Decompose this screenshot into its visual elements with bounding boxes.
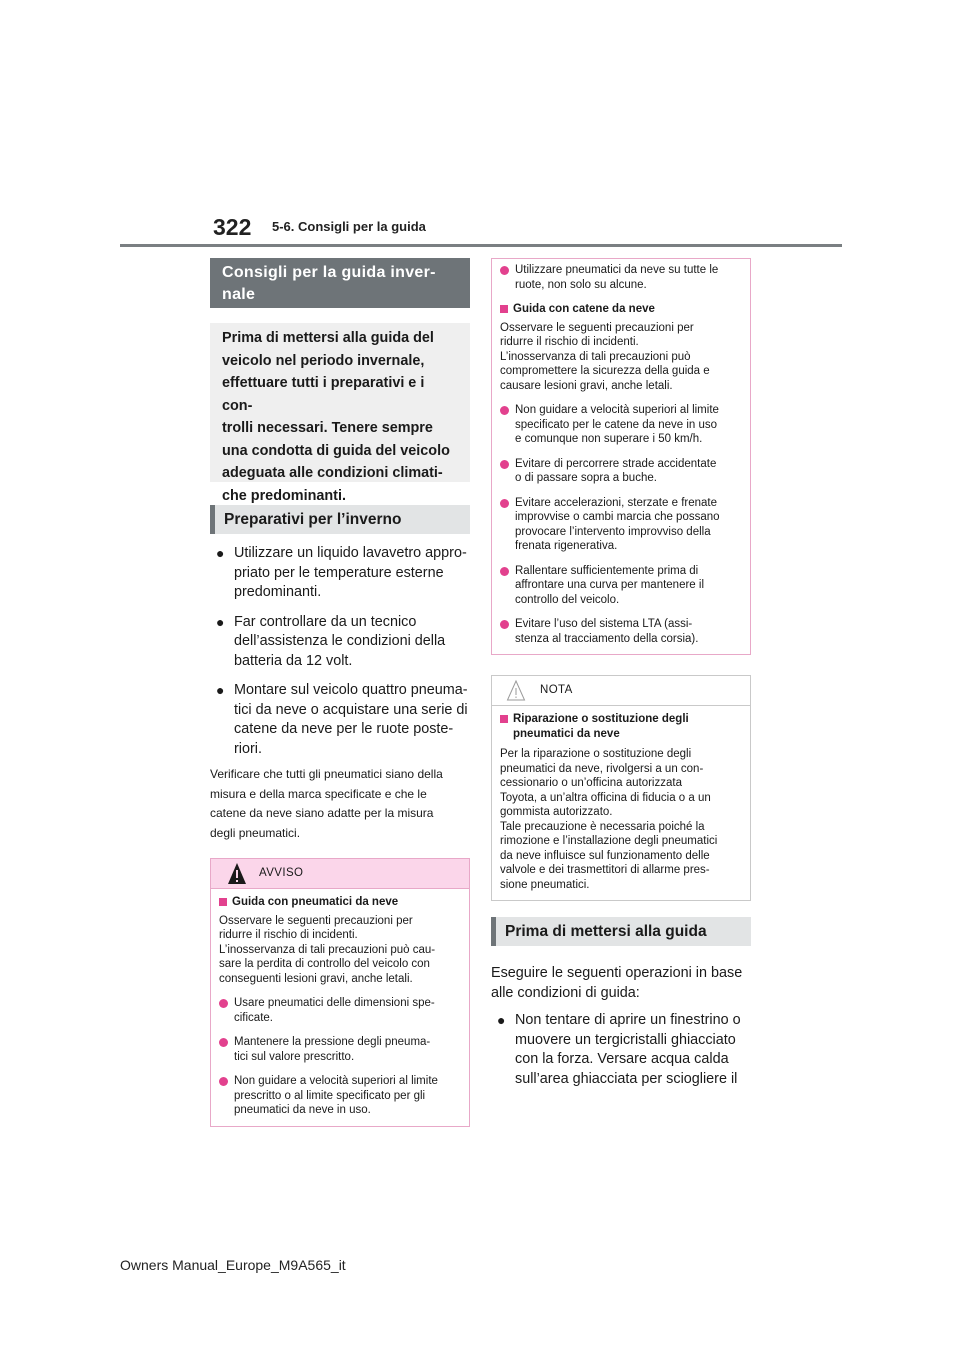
- list-item: [500, 564, 740, 608]
- bullet-text: Non tentare di aprire un finestrino o muovere un tergicristalli ghiacciato con la forza. Versare acqua calda sull’area ghiacciata per sciogliere il: [515, 1012, 741, 1087]
- footer-doc-id: Owners Manual_Europe_M9A565_it: [120, 1257, 346, 1273]
- item-text: Non guidare a velocità superiori al limite specificato per le catene da neve in uso e comunque non superare i 50 km/h.: [515, 404, 719, 445]
- circle-bullet-icon: [219, 999, 228, 1008]
- list-item: [219, 1074, 459, 1118]
- notice-body: [492, 706, 750, 900]
- bullet-icon: ●: [216, 545, 225, 561]
- item-text: Evitare accelerazioni, sterzate e frenate improvvise o cambi marcia che possano provocare l’intervento improvviso della frenata rigenerativa.: [515, 496, 720, 552]
- notice-label: NOTA: [540, 684, 573, 696]
- subhead-text: Guida con pneumatici da neve: [232, 896, 399, 908]
- bullet-icon: ●: [216, 682, 225, 698]
- list-item: [210, 544, 470, 603]
- item-text: Rallentare sufficientemente prima di affrontare una curva per mantenere il controllo del veicolo.: [515, 564, 705, 606]
- list-item: [210, 681, 470, 759]
- list-item: [500, 403, 740, 447]
- intro-line: Prima di mettersi alla guida del: [222, 330, 434, 346]
- item-text: Evitare l’uso del sistema LTA (assi- stenza al tracciamento della corsia).: [515, 618, 699, 645]
- list-item: [491, 1011, 751, 1089]
- item-text: Non guidare a velocità superiori al limite prescritto o al limite specificato per gli pneumatici da neve in uso.: [234, 1075, 438, 1116]
- item-text: Usare pneumatici delle dimensioni spe- cificate.: [234, 997, 435, 1024]
- intro-line: adeguata alle condizioni climati-: [222, 465, 443, 481]
- intro-line: trolli necessari. Tenere sempre: [222, 420, 433, 436]
- chapter-title: 5-6. Consigli per la guida: [272, 219, 426, 234]
- left-column: [210, 258, 470, 1127]
- notice-header: [492, 676, 750, 706]
- circle-bullet-icon: [500, 620, 509, 629]
- section-title-winter-prep: Preparativi per l’inverno: [210, 505, 470, 534]
- intro-line: una condotta di guida del veicolo: [222, 442, 450, 459]
- warning-subhead: [219, 895, 459, 910]
- header-rule: [120, 244, 842, 247]
- list-item: [500, 617, 740, 646]
- tire-note-text: Verificare che tutti gli pneumatici siano della misura e della marca specificate e che le catene da neve siano adatte per la misura degli pneumatici.: [210, 767, 443, 840]
- list-item: [219, 1035, 459, 1064]
- item-text: Mantenere la pressione degli pneuma- tici sul valore prescritto.: [234, 1036, 431, 1063]
- circle-bullet-icon: [500, 499, 509, 508]
- item-text: Utilizzare pneumatici da neve su tutte le ruote, non solo su alcune.: [515, 264, 719, 291]
- warning-body: [211, 889, 469, 1126]
- square-bullet-icon: [500, 715, 508, 723]
- circle-bullet-icon: [500, 567, 509, 576]
- warning-header: [211, 859, 469, 889]
- right-column: [491, 258, 751, 1099]
- subhead-text: Riparazione o sostituzione degli pneumatici da neve: [513, 713, 689, 740]
- subhead-text: Guida con catene da neve: [513, 303, 655, 315]
- square-bullet-icon: [219, 898, 227, 906]
- section2-intro: Eseguire le seguenti operazioni in base alle condizioni di guida:: [491, 965, 743, 1001]
- intro-box: [210, 323, 470, 504]
- warning-box-continued: [491, 258, 751, 655]
- list-item: [500, 457, 740, 486]
- warning-triangle-icon: [227, 862, 247, 886]
- circle-bullet-icon: [500, 460, 509, 469]
- circle-bullet-icon: [219, 1038, 228, 1047]
- section-title-before-driving: Prima di mettersi alla guida: [491, 917, 751, 946]
- list-item: [500, 263, 740, 292]
- circle-bullet-icon: [500, 266, 509, 275]
- page-number: 322: [213, 214, 252, 240]
- warning-subhead: [500, 302, 740, 317]
- square-bullet-icon: [500, 305, 508, 313]
- list-item: [210, 613, 470, 672]
- notice-subhead: [500, 712, 740, 741]
- list-item: [219, 996, 459, 1025]
- notice-text: Per la riparazione o sostituzione degli pneumatici da neve, rivolgersi a un con- cessionario o un’officina autorizzata Toyota, a un’altra officina di fiducia o a un gommista autorizzato. Tale precauzione è necessaria poiché la rimozione e l’installazione degli pneumatici da neve influisce sul funzionamento delle valvole e dei trasmettitori di allarme pres- sione pneumatici.: [500, 748, 718, 891]
- warning-text: Osservare le seguenti precauzioni per ridurre il rischio di incidenti. L’inosservanza di tali precauzioni può cau- sare la perdita di controllo del veicolo con conseguenti lesioni gravi, anche letali.: [219, 914, 436, 985]
- warning-body: [492, 259, 750, 654]
- bullet-icon: ●: [216, 613, 225, 630]
- intro-line: veicolo nel periodo invernale,: [222, 352, 425, 369]
- section-title-winter: Consigli per la guida inver- nale: [210, 258, 470, 308]
- caution-triangle-icon: [506, 679, 526, 703]
- circle-bullet-icon: [500, 406, 509, 415]
- bullet-text: Montare sul veicolo quattro pneuma- tici da neve o acquistare una serie di catene da neve per le ruote poste- riori.: [234, 682, 468, 757]
- item-text: Evitare di percorrere strade accidentate o di passare sopra a buche.: [515, 457, 717, 484]
- list-item: [500, 496, 740, 554]
- bullet-text: Utilizzare un liquido lavavetro appro- priato per le temperature esterne predominanti.: [234, 545, 467, 600]
- bullet-text: Far controllare da un tecnico dell’assistenza le condizioni della batteria da 12 volt.: [234, 613, 446, 669]
- warning-label: AVVISO: [259, 867, 304, 879]
- notice-box: [491, 675, 751, 901]
- intro-line: effettuare tutti i preparativi e i con-: [222, 375, 425, 414]
- circle-bullet-icon: [219, 1077, 228, 1086]
- prep-bullet-list: [210, 544, 470, 759]
- bullet-icon: ●: [497, 1012, 506, 1028]
- warning-box: [210, 858, 470, 1127]
- warning-text: Osservare le seguenti precauzioni per ridurre il rischio di incidenti. L’inosservanza di tali precauzioni può compromettere la sicurezza della guida e causare lesioni gravi, anche letali.: [500, 321, 710, 392]
- intro-line: che predominanti.: [222, 487, 346, 504]
